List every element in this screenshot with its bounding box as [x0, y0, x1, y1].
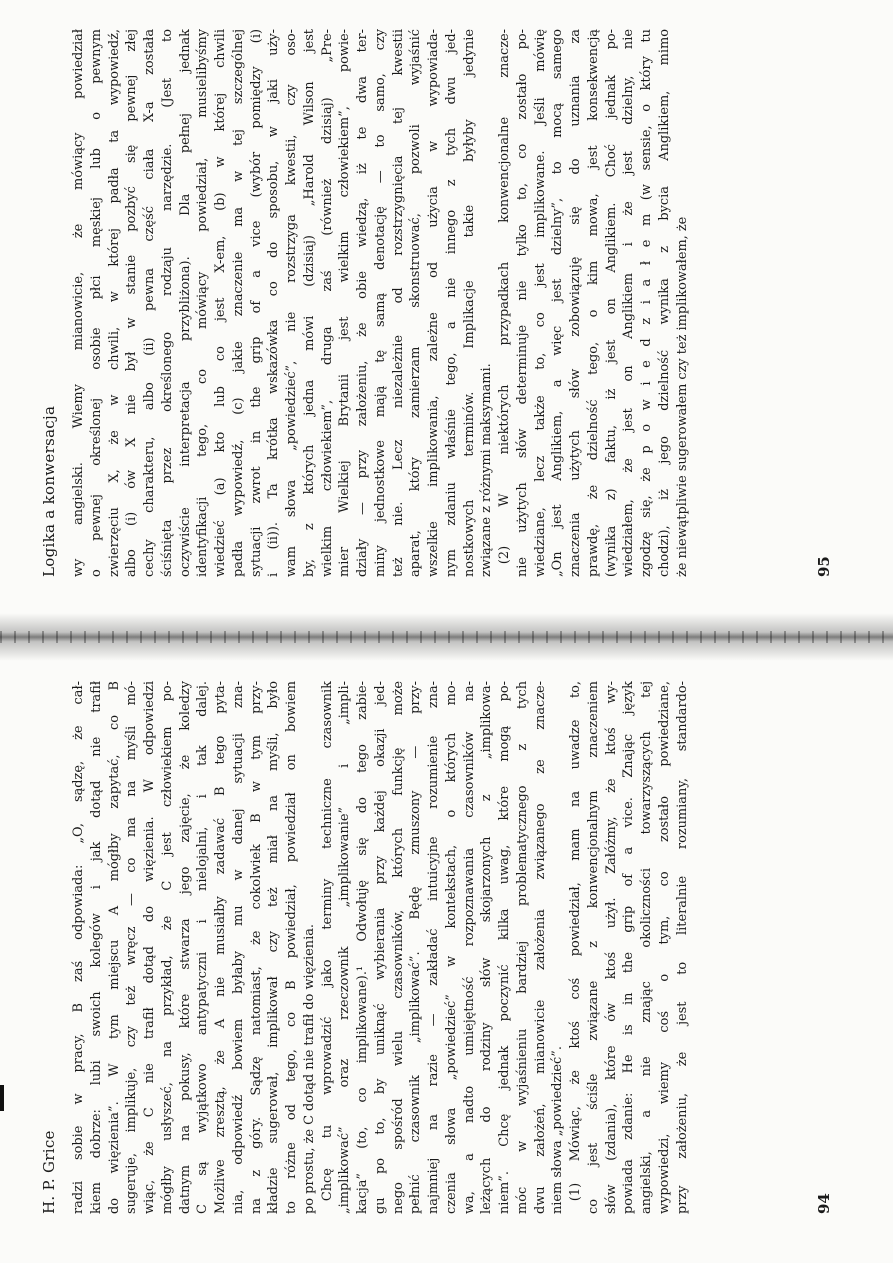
text-line: miny jednostkowe mają tę samą denotację — to samo, czy [372, 29, 388, 577]
text-line: „implikować” oraz rzeczownik „implikowanie” i „impli- [337, 681, 353, 1214]
text-line: po prostu, że C dotąd nie trafił do więzienia. [301, 924, 317, 1214]
text-line: pełnić czasownik „implikować”. Będę zmuszony — przy- [408, 681, 424, 1214]
text-line: radzi sobie w pracy, B zaś odpowiada: „O, sądzę, że cał- [71, 681, 86, 1214]
text-line: nostkowych terminów. Implikacje takie byłyby jedynie [461, 29, 477, 577]
text-line: wam słowa „powiedzieć”, nie rozstrzyga kwestii, czy oso- [284, 29, 299, 577]
text-line: albo (i) ów X nie był w stanie pozbyć się pewnej złej [124, 29, 140, 577]
text-line: wypowiedzi, wiemy coś o tym, co zostało powiedziane, [656, 681, 672, 1214]
text-line: (2) W niektórych przypadkach konwencjonalne znacze- [497, 29, 512, 577]
text-line: nym zdaniu właśnie tego, a nie innego z tych dwu jed- [443, 29, 459, 577]
text-line: najmniej na razie — zakładać intuicyjne rozumienie zna- [426, 681, 441, 1214]
text-line: do więzienia”. W tym miejscu A mógłby zapytać, co B [106, 681, 122, 1214]
text-line: niem”. Chcę jednak poczynić kilka uwag, które mogą po- [497, 681, 512, 1214]
text-line: mógłby usłyszeć, na przykład, że C jest człowiekiem po- [159, 681, 175, 1214]
text-line: prawdę, że dzielność tego, o kim mowa, jest konsekwencją [585, 29, 601, 577]
text-line: kacja” (to, co implikowane).¹ Odwołuję się do tego zabie- [355, 681, 370, 1214]
text-line: datnym na pokusy, które stwarza jego zajęcie, że koledzy [177, 681, 193, 1214]
text-line: chodzi), iż jego dzielność wynika z bycia Anglikiem, mimo [656, 29, 672, 577]
text-line: nia, odpowiedź bowiem byłaby mu w danej sytuacji zna- [230, 681, 246, 1214]
text-line: angielski, a nie znając okoliczności towarzyszących tej [639, 681, 654, 1214]
text-line: i (ii)). Ta krótka wskazówka co do sposobu, w jaki uży- [266, 29, 282, 577]
text-line: też nie. Lecz niezależnie od rozstrzygnięcia tej kwestii [390, 29, 406, 577]
text-line: wiedziane, lecz także to, co jest implikowane. Jeśli mówię [532, 29, 548, 577]
right-page-number: 95 [815, 556, 833, 577]
left-page [0, 669, 893, 1249]
text-line: ściśnięta przez określonego rodzaju narzędzie. (Jest to [159, 29, 175, 577]
text-line: wiąc, że C nie trafił dotąd do więzienia. W odpowiedzi [142, 681, 157, 1214]
text-line: znaczenia użytych słów zobowiązuję się do uznania za [568, 29, 583, 577]
right-page-header: Logika a konwersacja [40, 405, 58, 577]
text-line: kiem dobrze: lubi swoich kolegów i jak dotąd nie trafił [88, 681, 104, 1214]
text-line: co jest ściśle związane z konwencjonalnym znaczeniem [585, 681, 601, 1214]
gutter-specks [0, 631, 893, 643]
text-line: (wynika z) faktu, iż jest on Anglikiem. Choć jednak po- [603, 29, 619, 577]
text-line: czenia słowa „powiedzieć” w kontekstach, o których mo- [443, 681, 459, 1214]
text-line: wielkim człowiekiem”, druga zaś (również dzisiaj) „Pre- [319, 29, 335, 577]
text-line: oczywiście interpretacja przybliżona). Dla pełnej jednak [177, 29, 193, 577]
text-line: C są wyjątkowo antypatyczni i nielojalni, i tak dalej. [195, 681, 211, 1214]
text-line: nie użytych słów determinuje nie tylko to, co zostało po- [514, 29, 530, 577]
text-line: Możliwe zresztą, że A nie musiałby zadawać B tego pyta- [213, 681, 228, 1214]
text-line: móc w wyjaśnieniu bardziej problematycznego z tych [514, 681, 530, 1214]
text-line: to różne od tego, co B powiedział, powiedział on bowiem [284, 681, 299, 1214]
text-line: związane z różnymi maksymami. [479, 363, 495, 577]
text-line: mier Wielkiej Brytanii jest wielkim człowiekiem”, powie- [337, 29, 353, 577]
text-line: nego spośród wielu czasowników, których funkcję może [390, 681, 406, 1214]
text-line: słów (zdania), które ów ktoś użył. Załóżmy, że ktoś wy- [603, 681, 619, 1214]
right-page [0, 13, 893, 603]
text-line: by, z których jedna mówi (dzisiaj) „Harold Wilson jest [301, 29, 317, 577]
text-line: wszelkie implikowania, zależne od użycia w wypowiada- [426, 29, 441, 577]
left-page-header: H. P. Grice [40, 1130, 58, 1214]
text-line: wiedziałem, że jest on Anglikiem i że jest dzielny, nie [621, 29, 637, 577]
text-line: identyfikacji tego, co mówiący powiedział, musielibyśmy [195, 29, 211, 577]
text-line: powiada zdanie: He is in the grip of a vice. Znając język [621, 681, 637, 1214]
text-line: na z góry. Sądzę natomiast, że cokolwiek B w tym przy- [248, 681, 264, 1214]
text-line: „On jest Anglikiem, a więc jest dzielny”, to mocą samego [550, 29, 566, 577]
text-line: że niewątpliwie sugerowałem czy też implikowałem, że [674, 216, 690, 577]
text-line: gu po to, by uniknąć wybierania przy każdej okazji jed- [372, 681, 388, 1214]
text-line: Chcę tu wprowadzić jako terminy techniczne czasownik [319, 681, 335, 1214]
text-line: sugeruje, implikuje, czy też wręcz — co ma na myśli mó- [124, 681, 140, 1214]
text-line: aparat, który zamierzam skonstruować, pozwoli wyjaśnić [408, 29, 424, 577]
text-line: leżących do rodziny słów skojarzonych z „implikowa- [479, 681, 495, 1214]
text-line: cechy charakteru, albo (ii) pewna część ciała X-a została [142, 29, 157, 577]
left-page-number: 94 [815, 1193, 833, 1214]
right-page-body [70, 29, 691, 577]
text-line: padła wypowiedź, (c) jakie znaczenie ma w tej szczególnej [230, 29, 246, 577]
text-line: (1) Mówiąc, że ktoś coś powiedział, mam na uwadze to, [568, 681, 583, 1214]
text-line: o pewnej określonej osobie płci męskiej lub o pewnym [88, 29, 104, 577]
text-line: sytuacji zwrot in the grip of a vice (wybór pomiędzy (i) [248, 29, 264, 577]
left-page-body [70, 681, 691, 1214]
text-line: wa, a nadto umiejętność rozpoznawania czasowników na- [461, 681, 477, 1214]
text-line: wiedzieć (a) kto lub co jest X-em, (b) w której chwili [213, 29, 228, 577]
text-line: działy — przy założeniu, że obie wiedzą, iż te dwa ter- [355, 29, 370, 577]
book-gutter [0, 613, 893, 661]
text-line: przy założeniu, że jest to literalnie rozumiany, standardo- [674, 681, 690, 1214]
text-line: dwu założeń, mianowicie założenia związanego ze znacze- [532, 681, 548, 1214]
text-line: niem słowa „powiedzieć”. [550, 1046, 566, 1214]
text-line: zgodzę się, że p o w i e d z i a ł e m (w sensie, o który tu [639, 29, 654, 577]
text-line: wy angielski. Wiemy mianowicie, że mówiący powiedział [71, 29, 86, 577]
text-line: zwierzęciu X, że w chwili, w której padła ta wypowiedź, [106, 29, 122, 577]
text-line: kładzie sugerował, implikował czy też miał na myśli, było [266, 681, 282, 1214]
